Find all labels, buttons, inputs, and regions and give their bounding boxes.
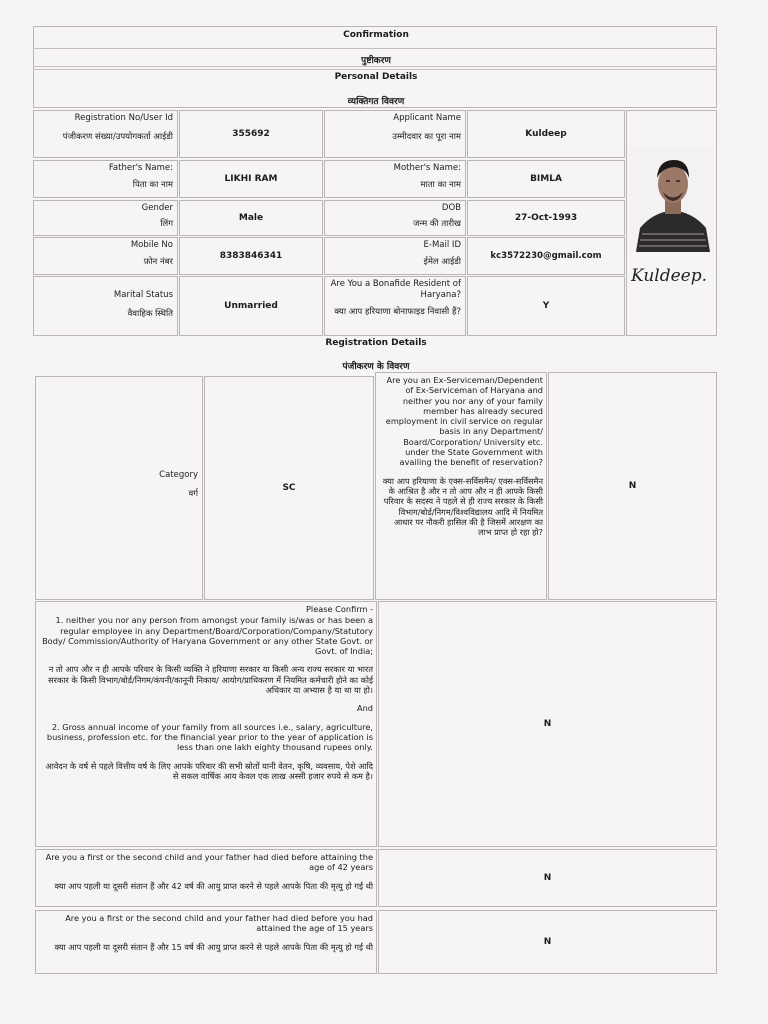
confirmation-title-hindi: पुष्टीकरण [361, 56, 391, 66]
confirm-point-2-en: 2. Gross annual income of your family from all sources i.e., salary, agriculture, business, profession etc. for the financial year prior to the year of application is less than one lakh eighty thousand rupees only. [46, 721, 373, 753]
category-label [35, 376, 203, 600]
child-father-42-value: N [378, 849, 717, 907]
dob-value: 27-Oct-1993 [467, 200, 625, 236]
email-label [324, 237, 466, 275]
child-father-15-value: N [378, 910, 717, 974]
applicant-name-label-hi: उम्मीदवार का पूरा नाम [392, 132, 461, 142]
applicant-photo [630, 148, 716, 252]
child-father-15-question-en: Are you a first or the second child and your father had died before you had attained the age of 15 years [65, 913, 373, 934]
child-father-42-question-hi: क्या आप पहली या दूसरी संतान हैं और 42 वर्ष की आयु प्राप्त करने से पहले आपके पिता की मृत्यु हो गई थी [54, 880, 373, 891]
mobile-label-hi: फ़ोन नंबर [143, 257, 173, 267]
gender-label-en: Gender [141, 203, 173, 213]
gender-label-hi: लिंग [160, 219, 173, 229]
email-label-hi: ईमेल आईडी [423, 257, 461, 267]
email-label-en: E-Mail ID [423, 240, 461, 250]
marital-status-label [33, 276, 178, 336]
dob-label [324, 200, 466, 236]
personal-details-title: Personal Details [334, 72, 418, 82]
marital-status-value: Unmarried [179, 276, 323, 336]
ex-serviceman-question [375, 372, 547, 600]
confirm-title: Please Confirm - [306, 604, 373, 614]
gender-value: Male [179, 200, 323, 236]
mother-name-label-en: Mother's Name: [393, 163, 461, 173]
applicant-signature: Kuldeep. [631, 266, 708, 286]
child-father-15-question-hi: क्या आप पहली या दूसरी संतान हैं और 15 वर्ष की आयु प्राप्त करने से पहले आपके पिता की मृत्यु हो गई थी [54, 941, 373, 952]
confirmation-title: Confirmation [343, 30, 409, 40]
confirm-point-1-en: 1. neither you nor any person from amongst your family is/was or has been a regular employee in any Department/Board/Corporation/Company/Statutory Body/ Commission/Authority of Haryana Government or any other State Govt. or Govt. of India; [42, 615, 373, 657]
dob-label-hi: जन्म की तारीख [413, 219, 461, 229]
confirm-declaration [35, 601, 377, 847]
dob-label-en: DOB [441, 203, 461, 213]
father-name-value: LIKHI RAM [179, 160, 323, 198]
confirm-declaration-value: N [378, 601, 717, 847]
child-father-15-question [35, 910, 377, 974]
ex-serviceman-value: N [548, 372, 717, 600]
registration-label [33, 110, 178, 158]
father-name-label-en: Father's Name: [108, 163, 173, 173]
child-father-42-question [35, 849, 377, 907]
personal-details-title-hindi: व्यक्तिगत विवरण [347, 97, 405, 107]
category-label-hi: वर्ग [188, 489, 198, 499]
ex-serviceman-question-en: Are you an Ex-Serviceman/Dependent of Ex-Serviceman of Haryana and neither you nor any of your family member has already secured employment in civil service on regular basis in any Department/ Board/Corporation/ University etc. under the State Government with availing the benefit of reservation? [385, 375, 543, 468]
registration-label-hi: पंजीकरण संख्या/उपयोगकर्ता आईडी [62, 132, 173, 142]
father-name-label [33, 160, 178, 198]
marital-status-label-hi: वैवाहिक स्थिति [127, 309, 173, 319]
child-father-42-question-en: Are you a first or the second child and your father had died before attaining the age of 42 years [45, 852, 373, 873]
registration-label-en: Registration No/User Id [74, 113, 173, 123]
category-label-en: Category [159, 470, 198, 480]
ex-serviceman-question-hi: क्या आप हरियाणा के एक्स-सर्विसमैन/ एक्स-सर्विसमैन के आश्रित है और न तो आप और न ही आपके किसी परिवार के सदस्य ने पहले से ही राज्य सरकार के किसी विभाग/बोर्ड/निगम/विश्वविद्यालय आदि में नियमित आधार पर नौकरी हासिल की है जिसमें आरक्षण का लाभ प्राप्त हो रहा हो? [382, 475, 543, 538]
registration-details-title-hindi: पंजीकरण के विवरण [342, 362, 410, 372]
confirm-point-2-hi: आवेदन के वर्ष से पहले वित्तीय वर्ष के लिए आपके परिवार की सभी स्रोतों यानी वेतन, कृषि, व्यवसाय, पेशे आदि से सकल वार्षिक आय केवल एक लाख अस्सी हजार रुपये से कम है। [45, 760, 373, 781]
father-name-label-hi: पिता का नाम [132, 180, 173, 190]
mobile-label-en: Mobile No [130, 240, 173, 250]
registration-value: 355692 [179, 110, 323, 158]
confirm-and: And [357, 703, 373, 714]
applicant-name-label [324, 110, 466, 158]
mobile-value: 8383846341 [179, 237, 323, 275]
registration-details-title: Registration Details [325, 338, 427, 348]
haryana-resident-label [324, 276, 466, 336]
mother-name-label [324, 160, 466, 198]
confirm-point-1-hi: न तो आप और न ही आपके परिवार के किसी व्यक्ति ने हरियाणा सरकार या किसी अन्य राज्य सरकार या भारत सरकार के किसी विभाग/बोर्ड/निगम/कंपनी/कानूनी निकाय/ आयोग/प्राधिकरण में नियमित कर्मचारी होने का कोई अधिकार या अभ्यास है या था या हो। [48, 664, 373, 696]
marital-status-label-en: Marital Status [113, 290, 173, 300]
gender-label [33, 200, 178, 236]
mobile-label [33, 237, 178, 275]
haryana-resident-label-hi: क्या आप हरियाणा बोनाफाइड निवासी हैं? [334, 307, 461, 317]
mother-name-value: BIMLA [467, 160, 625, 198]
haryana-resident-label-en: Are You a Bonafide Resident of Haryana? [330, 279, 461, 300]
applicant-name-label-en: Applicant Name [393, 113, 461, 123]
category-value: SC [204, 376, 374, 600]
mother-name-label-hi: माता का नाम [420, 180, 461, 190]
email-value: kc3572230@gmail.com [467, 237, 625, 275]
applicant-name-value: Kuldeep [467, 110, 625, 158]
haryana-resident-value: Y [467, 276, 625, 336]
